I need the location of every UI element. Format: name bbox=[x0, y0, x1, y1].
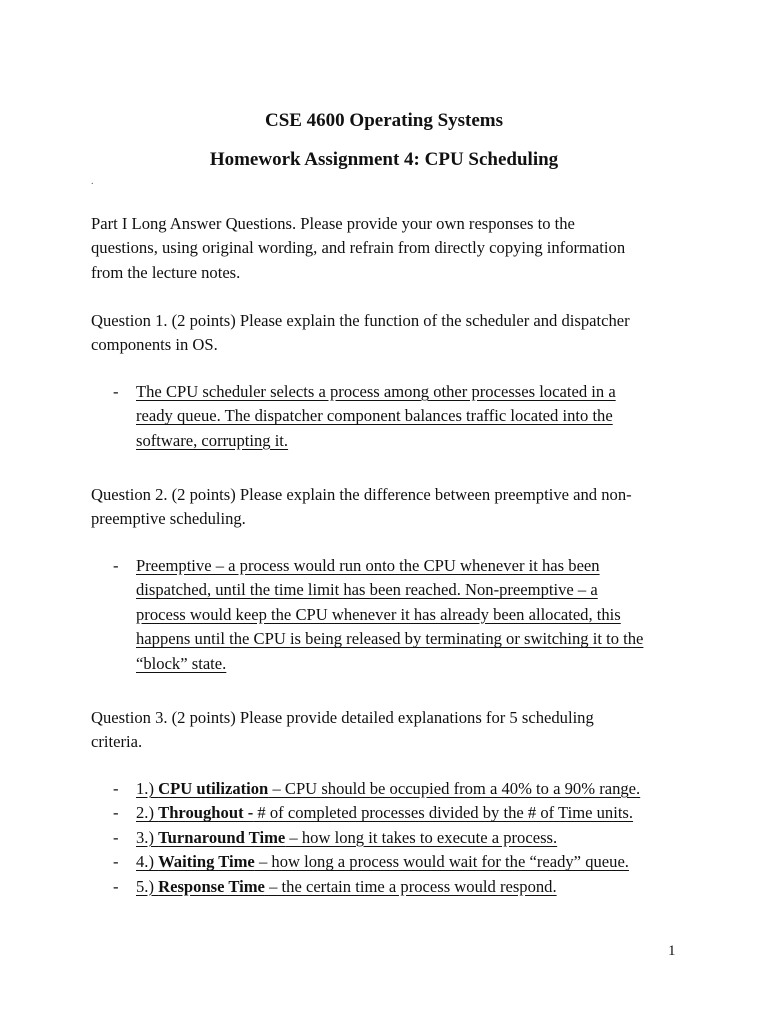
answer-2-line: process would keep the CPU whenever it has already been allocated, this bbox=[136, 604, 621, 624]
criteria-bullet: - bbox=[113, 803, 119, 823]
stray-mark: . bbox=[91, 176, 94, 187]
criteria-term: Turnaround Time bbox=[158, 827, 286, 847]
criteria-description: – how long a process would wait for the “ready” queue. bbox=[254, 852, 629, 872]
criteria-description: – how long it takes to execute a process. bbox=[285, 827, 558, 847]
course-title: CSE 4600 Operating Systems bbox=[264, 110, 504, 131]
criteria-number: 3.) bbox=[136, 827, 159, 847]
page-number: 1 bbox=[668, 943, 676, 959]
intro-line: from the lecture notes. bbox=[91, 262, 241, 282]
criteria-text bbox=[136, 826, 557, 850]
criteria-number: 4.) bbox=[136, 852, 159, 872]
question-2 bbox=[91, 483, 691, 532]
criteria-item bbox=[91, 826, 711, 850]
criteria-bullet: - bbox=[113, 852, 119, 872]
criteria-number: 2.) bbox=[136, 803, 159, 823]
criteria-description: – CPU should be occupied from a 40% to a 90% range. bbox=[268, 779, 641, 798]
question-2-line: preemptive scheduling. bbox=[91, 509, 246, 529]
assignment-title: Homework Assignment 4: CPU Scheduling bbox=[209, 149, 559, 170]
answer-2-bullet: - bbox=[113, 556, 119, 575]
answer-1-line: The CPU scheduler selects a process among other processes located in a bbox=[136, 382, 616, 401]
question-2-line: Question 2. (2 points) Please explain the difference between preemptive and non- bbox=[91, 485, 632, 504]
intro-paragraph bbox=[91, 212, 691, 285]
criteria-item bbox=[91, 875, 711, 899]
answer-2-line: “block” state. bbox=[136, 653, 227, 673]
answer-2-line: Preemptive – a process would run onto the CPU whenever it has been bbox=[136, 556, 600, 575]
question-1-line: components in OS. bbox=[91, 335, 218, 355]
criteria-term: CPU utilization bbox=[158, 779, 269, 798]
answer-2 bbox=[91, 554, 691, 676]
criteria-text bbox=[136, 875, 557, 899]
criteria-text bbox=[136, 850, 629, 874]
criteria-number: 5.) bbox=[136, 876, 159, 896]
intro-line: questions, using original wording, and refrain from directly copying information bbox=[91, 238, 626, 258]
answer-1 bbox=[91, 380, 691, 453]
answer-2-line: happens until the CPU is being released by terminating or switching it to the bbox=[136, 629, 644, 649]
question-1-line: Question 1. (2 points) Please explain the function of the scheduler and dispatcher bbox=[91, 311, 630, 330]
criteria-term: Throughout - bbox=[158, 803, 254, 823]
answer-1-bullet: - bbox=[113, 382, 119, 401]
intro-line: Part I Long Answer Questions. Please provide your own responses to the bbox=[91, 214, 575, 233]
answer-1-line: ready queue. The dispatcher component balances traffic located into the bbox=[136, 406, 613, 426]
scheduling-criteria-list bbox=[91, 777, 711, 899]
criteria-item bbox=[91, 850, 711, 874]
criteria-description: – the certain time a process would respond. bbox=[264, 876, 557, 896]
criteria-description: # of completed processes divided by the # of Time units. bbox=[253, 803, 634, 823]
answer-2-line: dispatched, until the time limit has been reached. Non-preemptive – a bbox=[136, 580, 598, 600]
criteria-bullet: - bbox=[113, 827, 119, 847]
criteria-item bbox=[91, 777, 711, 801]
answer-1-line: software, corrupting it. bbox=[136, 430, 289, 450]
criteria-item bbox=[91, 801, 711, 825]
question-1 bbox=[91, 309, 691, 358]
criteria-term: Response Time bbox=[158, 876, 265, 896]
question-3-line: criteria. bbox=[91, 732, 143, 752]
criteria-term: Waiting Time bbox=[158, 852, 255, 872]
criteria-number: 1.) bbox=[136, 779, 159, 798]
question-3-line: Question 3. (2 points) Please provide detailed explanations for 5 scheduling bbox=[91, 708, 594, 727]
criteria-bullet: - bbox=[113, 779, 119, 798]
criteria-text bbox=[136, 801, 633, 825]
question-3 bbox=[91, 706, 691, 755]
criteria-bullet: - bbox=[113, 876, 119, 896]
criteria-text bbox=[136, 777, 640, 801]
